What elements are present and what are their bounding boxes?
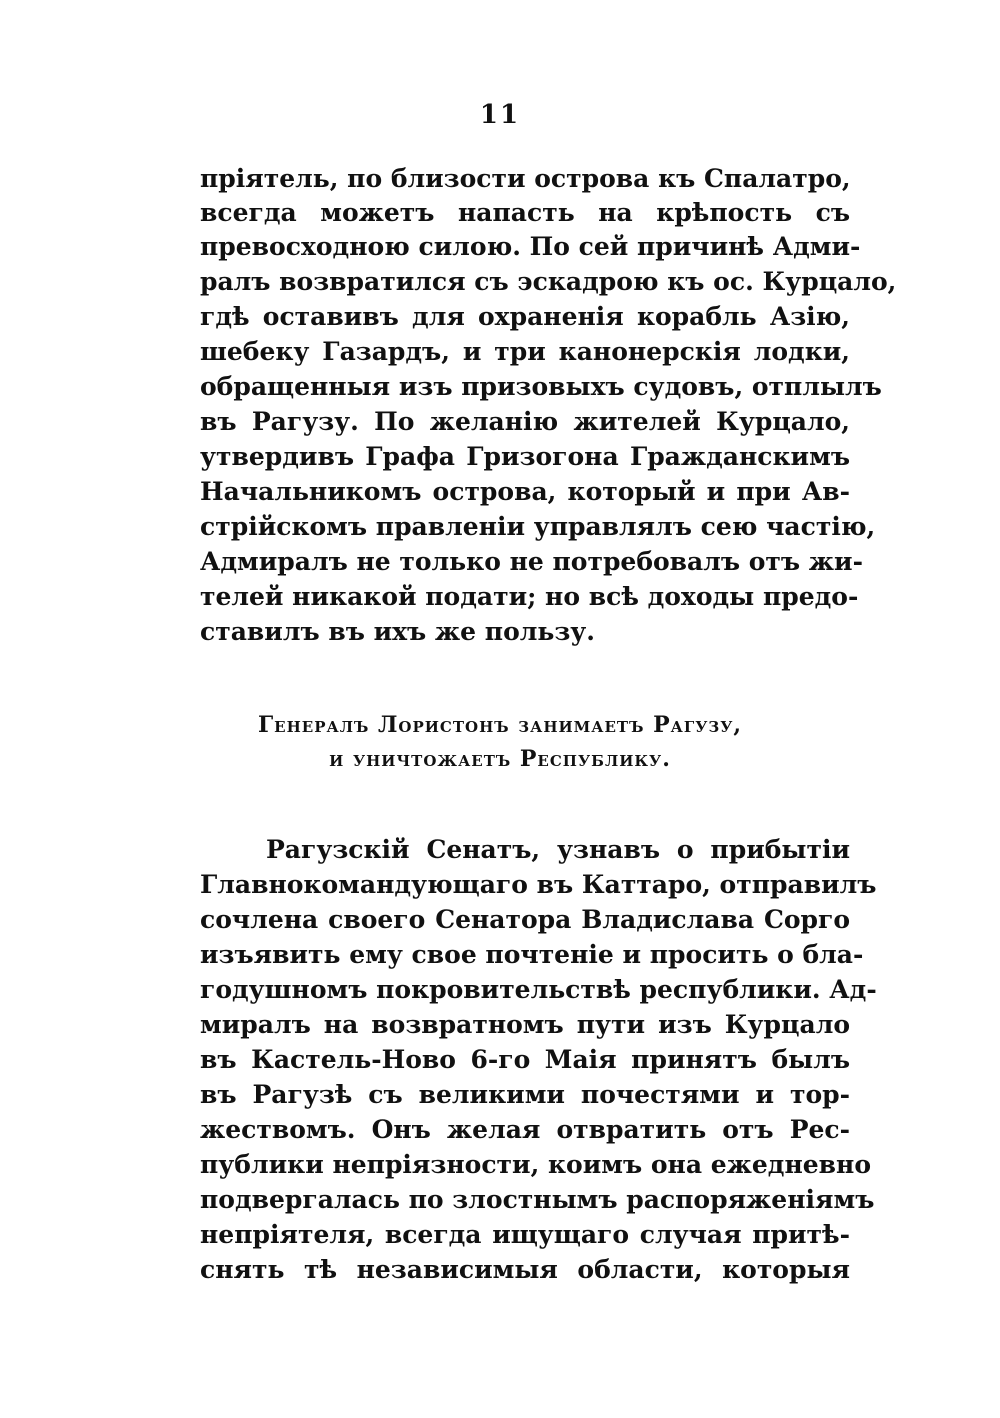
text-line: въ Рагузѣ съ великими почестями и тор- [200, 1080, 850, 1109]
text-line: пріятель, по близости острова къ Спалатро, [200, 164, 851, 193]
text-line: Адмиралъ не только не потребовалъ отъ жи- [200, 547, 863, 576]
text-line: Рагузскій Сенатъ, узнавъ о прибытіи [266, 835, 850, 864]
text-line: подвергалась по злостнымъ распоряженіямъ [200, 1185, 875, 1214]
text-line: шебеку Газардъ, и три канонерскія лодки, [200, 337, 850, 366]
text-line: миралъ на возвратномъ пути изъ Курцало [200, 1010, 850, 1039]
text-line: непріятеля, всегда ищущаго случая притѣ- [200, 1220, 850, 1249]
text-line: Начальникомъ острова, который и при Ав- [200, 477, 850, 506]
text-line: въ Рагузу. По желанію жителей Курцало, [200, 407, 850, 436]
text-line: всегда можетъ напасть на крѣпость съ [200, 198, 850, 227]
text-line: публики непріязности, коимъ она ежедневно [200, 1150, 871, 1179]
text-line: ставилъ въ ихъ же пользу. [200, 617, 595, 646]
text-line: превосходною силою. По сей причинѣ Адми- [200, 232, 861, 261]
text-line: годушномъ покровительствѣ республики. Ад- [200, 975, 877, 1004]
text-line: въ Кастель-Ново 6-го Маія принятъ былъ [200, 1045, 850, 1074]
text-line: стрійскомъ правленіи управлялъ сею частію, [200, 512, 876, 541]
text-line: гдѣ оставивъ для охраненія корабль Азію, [200, 302, 850, 331]
page-number: 11 [479, 100, 521, 130]
text-line: Главнокомандующаго въ Каттаро, отправилъ [200, 870, 877, 899]
text-line: жествомъ. Онъ желая отвратить отъ Рес- [200, 1115, 850, 1144]
text-line: снять тѣ независимыя области, которыя [200, 1255, 850, 1284]
text-line: сочлена своего Сенатора Владислава Сорго [200, 905, 850, 934]
text-line: обращенныя изъ призовыхъ судовъ, отплылъ [200, 372, 882, 401]
heading-line: и уничтожаетъ Республику. [329, 746, 671, 772]
heading-line: Генералъ Лористонъ занимаетъ Рагузу, [257, 712, 743, 738]
text-line: изъявить ему свое почтеніе и просить о бла- [200, 940, 864, 969]
text-line: утвердивъ Графа Гризогона Гражданскимъ [200, 442, 850, 471]
text-line: телей никакой подати; но всѣ доходы предо- [200, 582, 859, 611]
text-line: ралъ возвратился съ эскадрою къ ос. Курцало, [200, 267, 897, 296]
